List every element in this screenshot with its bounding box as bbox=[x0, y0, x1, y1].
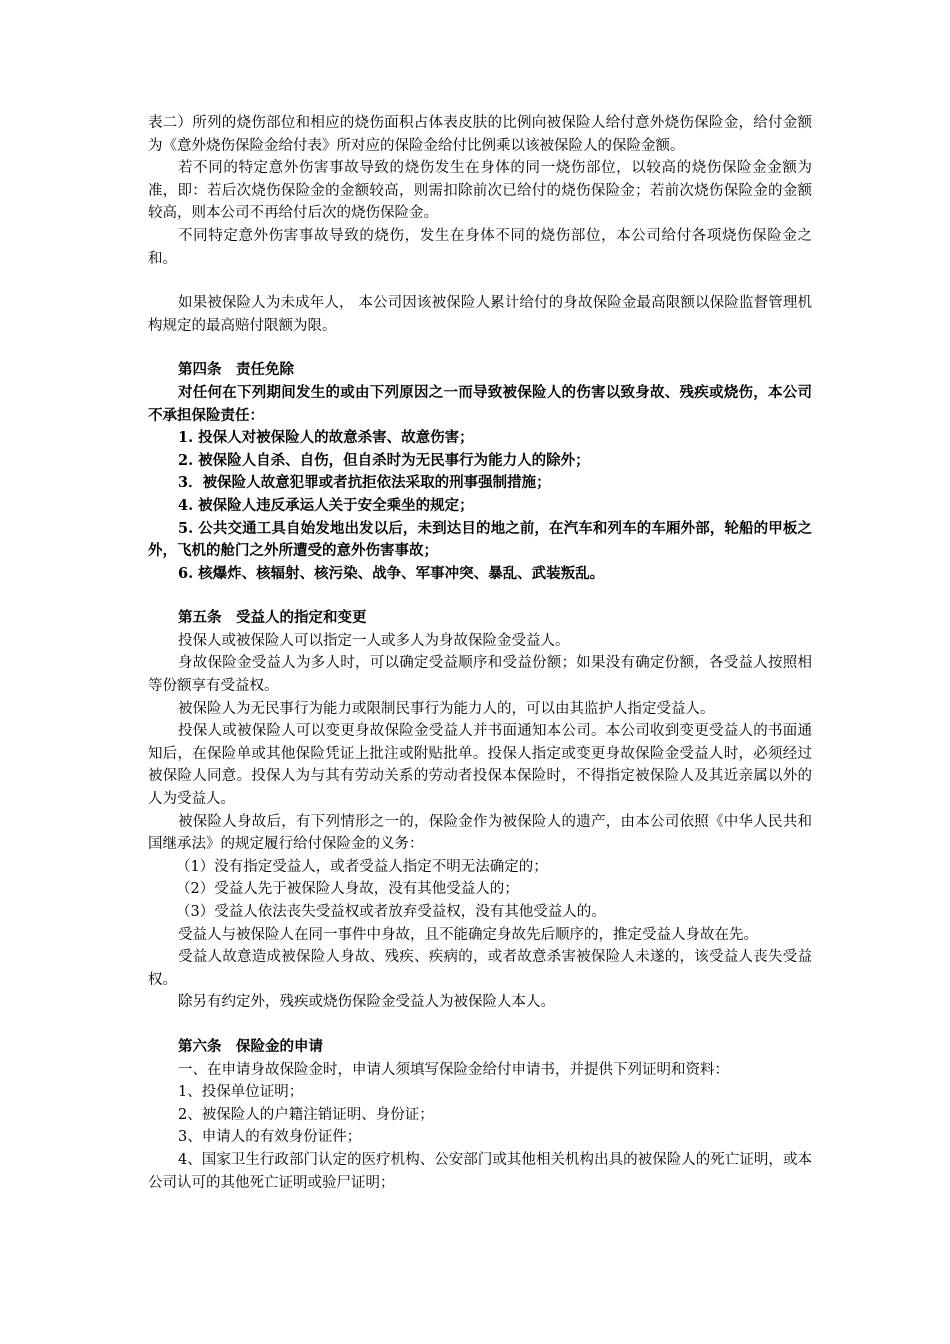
article-6-section bbox=[148, 1036, 812, 1194]
beneficiary-case-1: （1）没有指定受益人，或者受益人指定不明无法确定的； bbox=[176, 858, 548, 875]
article-6-paragraph-1: 一、在申请身故保险金时，申请人须填写保险金给付申请书，并提供下列证明和资料： bbox=[178, 1061, 729, 1078]
article-5-paragraph-2: 身故保险金受益人为多人时，可以确定受益顺序和受益份额；如果没有确定份额，各受益人按照相等份额享有受益权。 bbox=[148, 655, 812, 695]
claim-document-1: 1、投保单位证明； bbox=[178, 1084, 304, 1101]
exclusion-item-6: 6. 核爆炸、核辐射、核污染、战争、军事冲突、暴乱、武装叛乱。 bbox=[178, 564, 605, 582]
beneficiary-case-3: （3）受益人依法丧失受益权或者放弃受益权，没有其他受益人的。 bbox=[176, 904, 606, 920]
article-5-paragraph-1: 投保人或被保险人可以指定一人或多人为身故保险金受益人。 bbox=[178, 632, 570, 649]
exclusion-item-5: 5. 公共交通工具自始发地出发以后，未到达目的地之前，在汽车和列车的车厢外部，轮船的甲板之外，飞机的舱门之外所遭受的意外伤害事故； bbox=[148, 519, 812, 560]
intro-paragraph-2: 若不同的特定意外伤害事故导致的烧伤发生在身体的同一烧伤部位，以较高的烧伤保险金金额为准，即：若后次烧伤保险金的金额较高，则需扣除前次已给付的烧伤保险金；若前次烧伤保险金的金额较高，则本公司不再给付后次的烧伤保险金。 bbox=[148, 160, 812, 222]
intro-paragraph-3: 不同特定意外伤害事故导致的烧伤，发生在身体不同的烧伤部位，本公司给付各项烧伤保险金之和。 bbox=[148, 227, 812, 267]
spacer bbox=[148, 337, 812, 359]
article-5-title: 第五条 受益人的指定和变更 bbox=[178, 609, 367, 627]
article-4-title: 第四条 责任免除 bbox=[178, 361, 294, 379]
claim-document-4: 4、国家卫生行政部门认定的医疗机构、公安部门或其他相关机构出具的被保险人的死亡证明，或本公司认可的其他死亡证明或验尸证明； bbox=[148, 1151, 812, 1191]
article-4-section bbox=[148, 359, 812, 585]
spacer bbox=[148, 585, 812, 607]
intro-paragraph-4: 如果被保险人为未成年人， 本公司因该被保险人累计给付的身故保险金最高限额以保险监督管理机构规定的最高赔付限额为限。 bbox=[148, 295, 812, 334]
article-5-paragraph-8: 除另有约定外，残疾或烧伤保险金受益人为被保险人本人。 bbox=[178, 994, 555, 1011]
article-4-lead: 对任何在下列期间发生的或由下列原因之一而导致被保险人的伤害以致身故、残疾或烧伤，本公司不承担保险责任： bbox=[148, 383, 812, 424]
spacer bbox=[148, 270, 812, 292]
article-5-paragraph-3: 被保险人为无民事行为能力或限制民事行为能力人的，可以由其监护人指定受益人。 bbox=[178, 700, 715, 717]
exclusion-item-1: 1. 投保人对被保险人的故意杀害、故意伤害； bbox=[178, 429, 474, 447]
claim-document-3: 3、申请人的有效身份证件； bbox=[178, 1129, 362, 1146]
article-5-section bbox=[148, 607, 812, 1014]
article-6-title: 第六条 保险金的申请 bbox=[178, 1037, 323, 1055]
spacer bbox=[148, 1014, 812, 1036]
exclusion-item-4: 4. 被保险人违反承运人关于安全乘坐的规定； bbox=[178, 496, 474, 514]
article-5-paragraph-7: 受益人故意造成被保险人身故、残疾、疾病的，或者故意杀害被保险人未遂的，该受益人丧失受益权。 bbox=[148, 949, 812, 988]
claim-document-2: 2、被保险人的户籍注销证明、身份证； bbox=[178, 1106, 434, 1123]
exclusion-item-3: 3．被保险人故意犯罪或者抗拒依法采取的刑事强制措施； bbox=[178, 474, 551, 492]
article-5-paragraph-4: 投保人或被保险人可以变更身故保险金受益人并书面通知本公司。本公司收到变更受益人的书面通知后，在保险单或其他保险凭证上批注或附贴批单。投保人指定或变更身故保险金受益人时，必须经过被保险人同意。投保人为与其有劳动关系的劳动者投保本保险时，不得指定被保险人及其近亲属以外的人为受益人。 bbox=[148, 723, 812, 808]
article-5-paragraph-6: 受益人与被保险人在同一事件中身故，且不能确定身故先后顺序的，推定受益人身故在先。 bbox=[178, 926, 758, 943]
beneficiary-case-2: （2）受益人先于被保险人身故，没有其他受益人的； bbox=[176, 881, 519, 898]
intro-paragraph-1: 表二）所列的烧伤部位和相应的烧伤面积占体表皮肤的比例向被保险人给付意外烧伤保险金，给付金额为《意外烧伤保险金给付表》所对应的保险金给付比例乘以该被保险人的保险金额。 bbox=[148, 115, 812, 154]
document-page bbox=[148, 112, 812, 1194]
exclusion-item-2: 2. 被保险人自杀、自伤，但自杀时为无民事行为能力人的除外； bbox=[178, 451, 590, 469]
article-5-paragraph-5: 被保险人身故后，有下列情形之一的，保险金作为被保险人的遗产，由本公司依照《中华人民共和国继承法》的规定履行给付保险金的义务： bbox=[148, 813, 812, 853]
